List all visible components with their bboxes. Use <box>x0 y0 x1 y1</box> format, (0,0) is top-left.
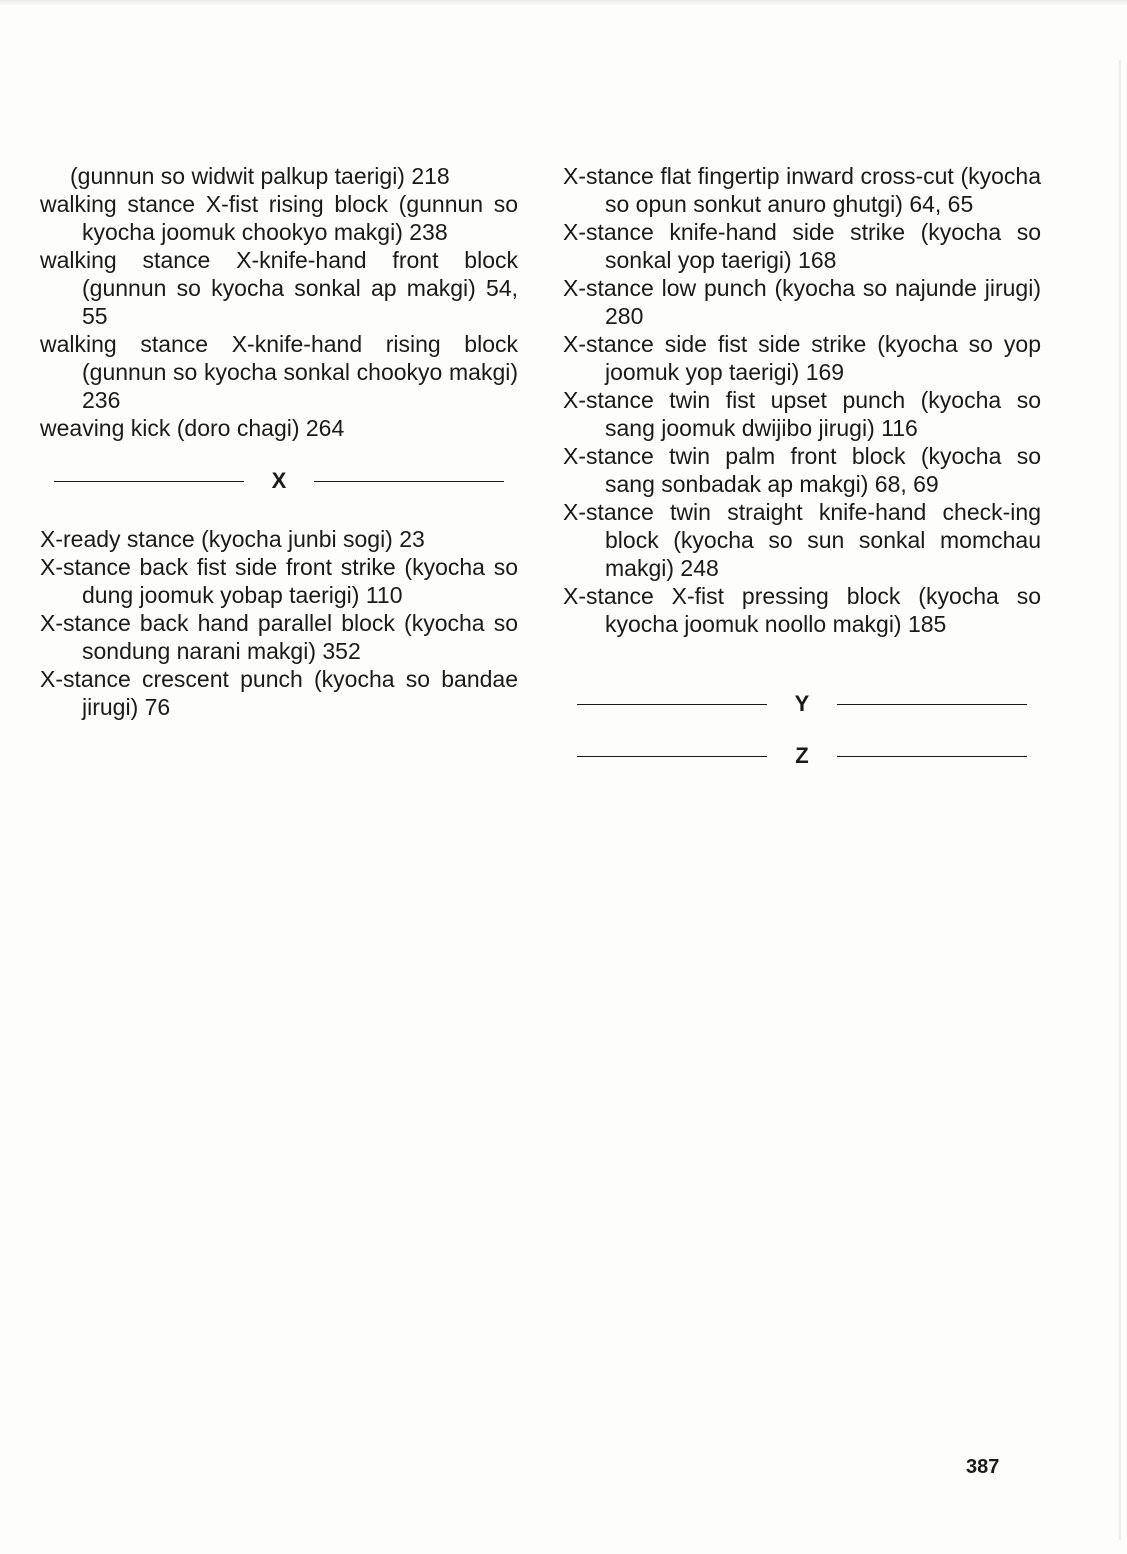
index-entry: X-stance flat fingertip inward cross-cut (kyocha so opun sonkut anuro ghutgi) 64, 65 <box>563 163 1041 217</box>
heading-rule-right <box>314 481 504 482</box>
right-column <box>563 162 1041 770</box>
index-entry: walking stance X-knife-hand rising block (gunnun so kyocha sonkal chookyo makgi) 236 <box>40 331 518 413</box>
page-top-edge <box>0 0 1127 6</box>
index-entry: X-stance X-fist pressing block (kyocha so kyocha joomuk noollo makgi) 185 <box>563 583 1041 637</box>
heading-rule-left <box>577 704 767 705</box>
section-heading-x <box>40 467 518 495</box>
heading-rule-right <box>837 756 1027 757</box>
index-entry: X-stance knife-hand side strike (kyocha so sonkal yop taerigi) 168 <box>563 219 1041 273</box>
section-heading-y <box>563 690 1041 718</box>
page-right-edge <box>1119 60 1121 1540</box>
section-letter: Z <box>795 743 809 768</box>
index-entry: X-stance back hand parallel block (kyocha so sondung narani makgi) 352 <box>40 610 518 664</box>
heading-rule-right <box>837 704 1027 705</box>
index-entry: X-stance low punch (kyocha so najunde jirugi) 280 <box>563 275 1041 329</box>
index-entry: X-ready stance (kyocha junbi sogi) 23 <box>40 526 425 552</box>
index-entry: walking stance X-fist rising block (gunnun so kyocha joomuk chookyo makgi) 238 <box>40 191 518 245</box>
index-entry: X-stance twin palm front block (kyocha so sang sonbadak ap makgi) 68, 69 <box>563 443 1041 497</box>
index-entry: (gunnun so widwit palkup taerigi) 218 <box>70 163 450 189</box>
index-entry: X-stance crescent punch (kyocha so bandae jirugi) 76 <box>40 666 518 720</box>
page-number: 387 <box>966 1456 1000 1478</box>
index-entry: weaving kick (doro chagi) 264 <box>40 415 345 441</box>
heading-rule-left <box>54 481 244 482</box>
heading-rule-left <box>577 756 767 757</box>
index-entry: walking stance X-knife-hand front block (gunnun so kyocha sonkal ap makgi) 54, 55 <box>40 247 518 329</box>
index-entry: X-stance back fist side front strike (kyocha so dung joomuk yobap taerigi) 110 <box>40 554 518 608</box>
index-entry: X-stance twin fist upset punch (kyocha so sang joomuk dwijibo jirugi) 116 <box>563 387 1041 441</box>
section-letter: Y <box>794 691 810 716</box>
section-letter: X <box>271 468 287 493</box>
left-column <box>40 162 518 721</box>
index-entry: X-stance side fist side strike (kyocha so yop joomuk yop taerigi) 169 <box>563 331 1041 385</box>
index-entry: X-stance twin straight knife-hand check-ing block (kyocha so sun sonkal momchau makgi) 248 <box>563 499 1041 581</box>
section-heading-z <box>563 742 1041 770</box>
